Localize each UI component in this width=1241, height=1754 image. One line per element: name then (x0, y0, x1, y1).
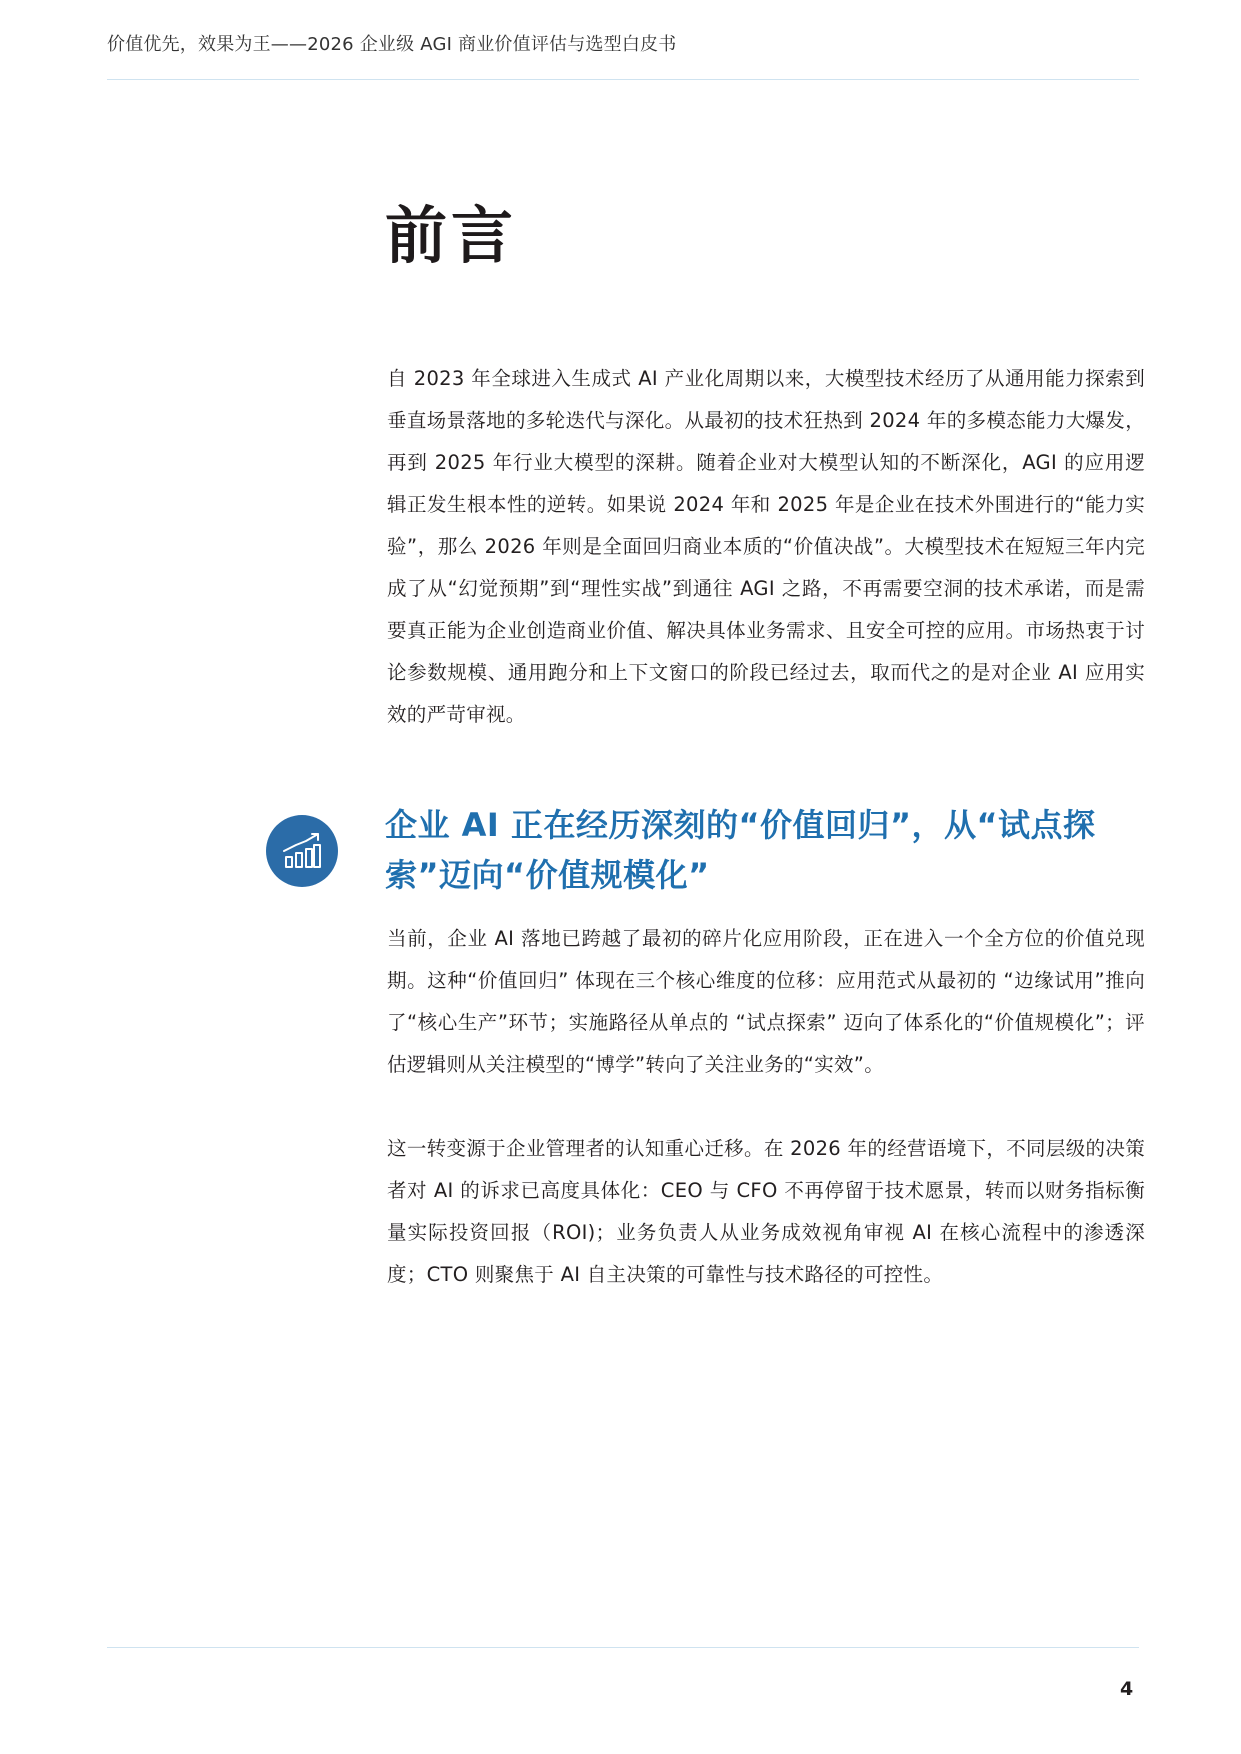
section-paragraph: 当前，企业 AI 落地已跨越了最初的碎片化应用阶段，正在进入一个全方位的价值兑现期。这种“价值回归” 体现在三个核心维度的位移：应用范式从最初的 “边缘试用”推向了“核心生产”环节；实施路径从单点的 “试点探索” 迈向了体系化的“价值规模化”；评估逻辑则从关注模型的“博学”转向了关注业务的“实效”。 (387, 927, 1145, 1076)
footer-divider (107, 1647, 1139, 1648)
section-paragraph: 这一转变源于企业管理者的认知重心迁移。在 2026 年的经营语境下，不同层级的决策者对 AI 的诉求已高度具体化：CEO 与 CFO 不再停留于技术愿景，转而以财务指标衡量实际投资回报（ROI)；业务负责人从业务成效视角审视 AI 在核心流程中的渗透深度；CTO 则聚焦于 AI 自主决策的可靠性与技术路径的可控性。 (387, 1137, 1145, 1286)
header-divider (107, 79, 1139, 80)
section-paragraph-2-block (387, 1128, 1145, 1296)
section-paragraph-1-block (387, 918, 1145, 1086)
bar-chart-growth-icon (266, 815, 338, 887)
page-number: 4 (1120, 1678, 1134, 1700)
intro-section (387, 358, 1145, 736)
running-header: 价值优先，效果为王——2026 企业级 AGI 商业价值评估与选型白皮书 (107, 34, 677, 55)
intro-paragraph: 自 2023 年全球进入生成式 AI 产业化周期以来，大模型技术经历了从通用能力探索到垂直场景落地的多轮迭代与深化。从最初的技术狂热到 2024 年的多模态能力大爆发，再到 2025 年行业大模型的深耕。随着企业对大模型认知的不断深化，AGI 的应用逻辑正发生根本性的逆转。如果说 2024 年和 2025 年是企业在技术外围进行的“能力实验”，那么 2026 年则是全面回归商业本质的“价值决战”。大模型技术在短短三年内完成了从“幻觉预期”到“理性实战”到通往 AGI 之路，不再需要空洞的技术承诺，而是需要真正能为企业创造商业价值、解决具体业务需求、且安全可控的应用。市场热衷于讨论参数规模、通用跑分和上下文窗口的阶段已经过去，取而代之的是对企业 AI 应用实效的严苛审视。 (387, 367, 1145, 726)
section-heading: 企业 AI 正在经历深刻的“价值回归”，从“试点探索”迈向“价值规模化” (385, 806, 1096, 894)
page-title: 前言 (385, 199, 518, 272)
